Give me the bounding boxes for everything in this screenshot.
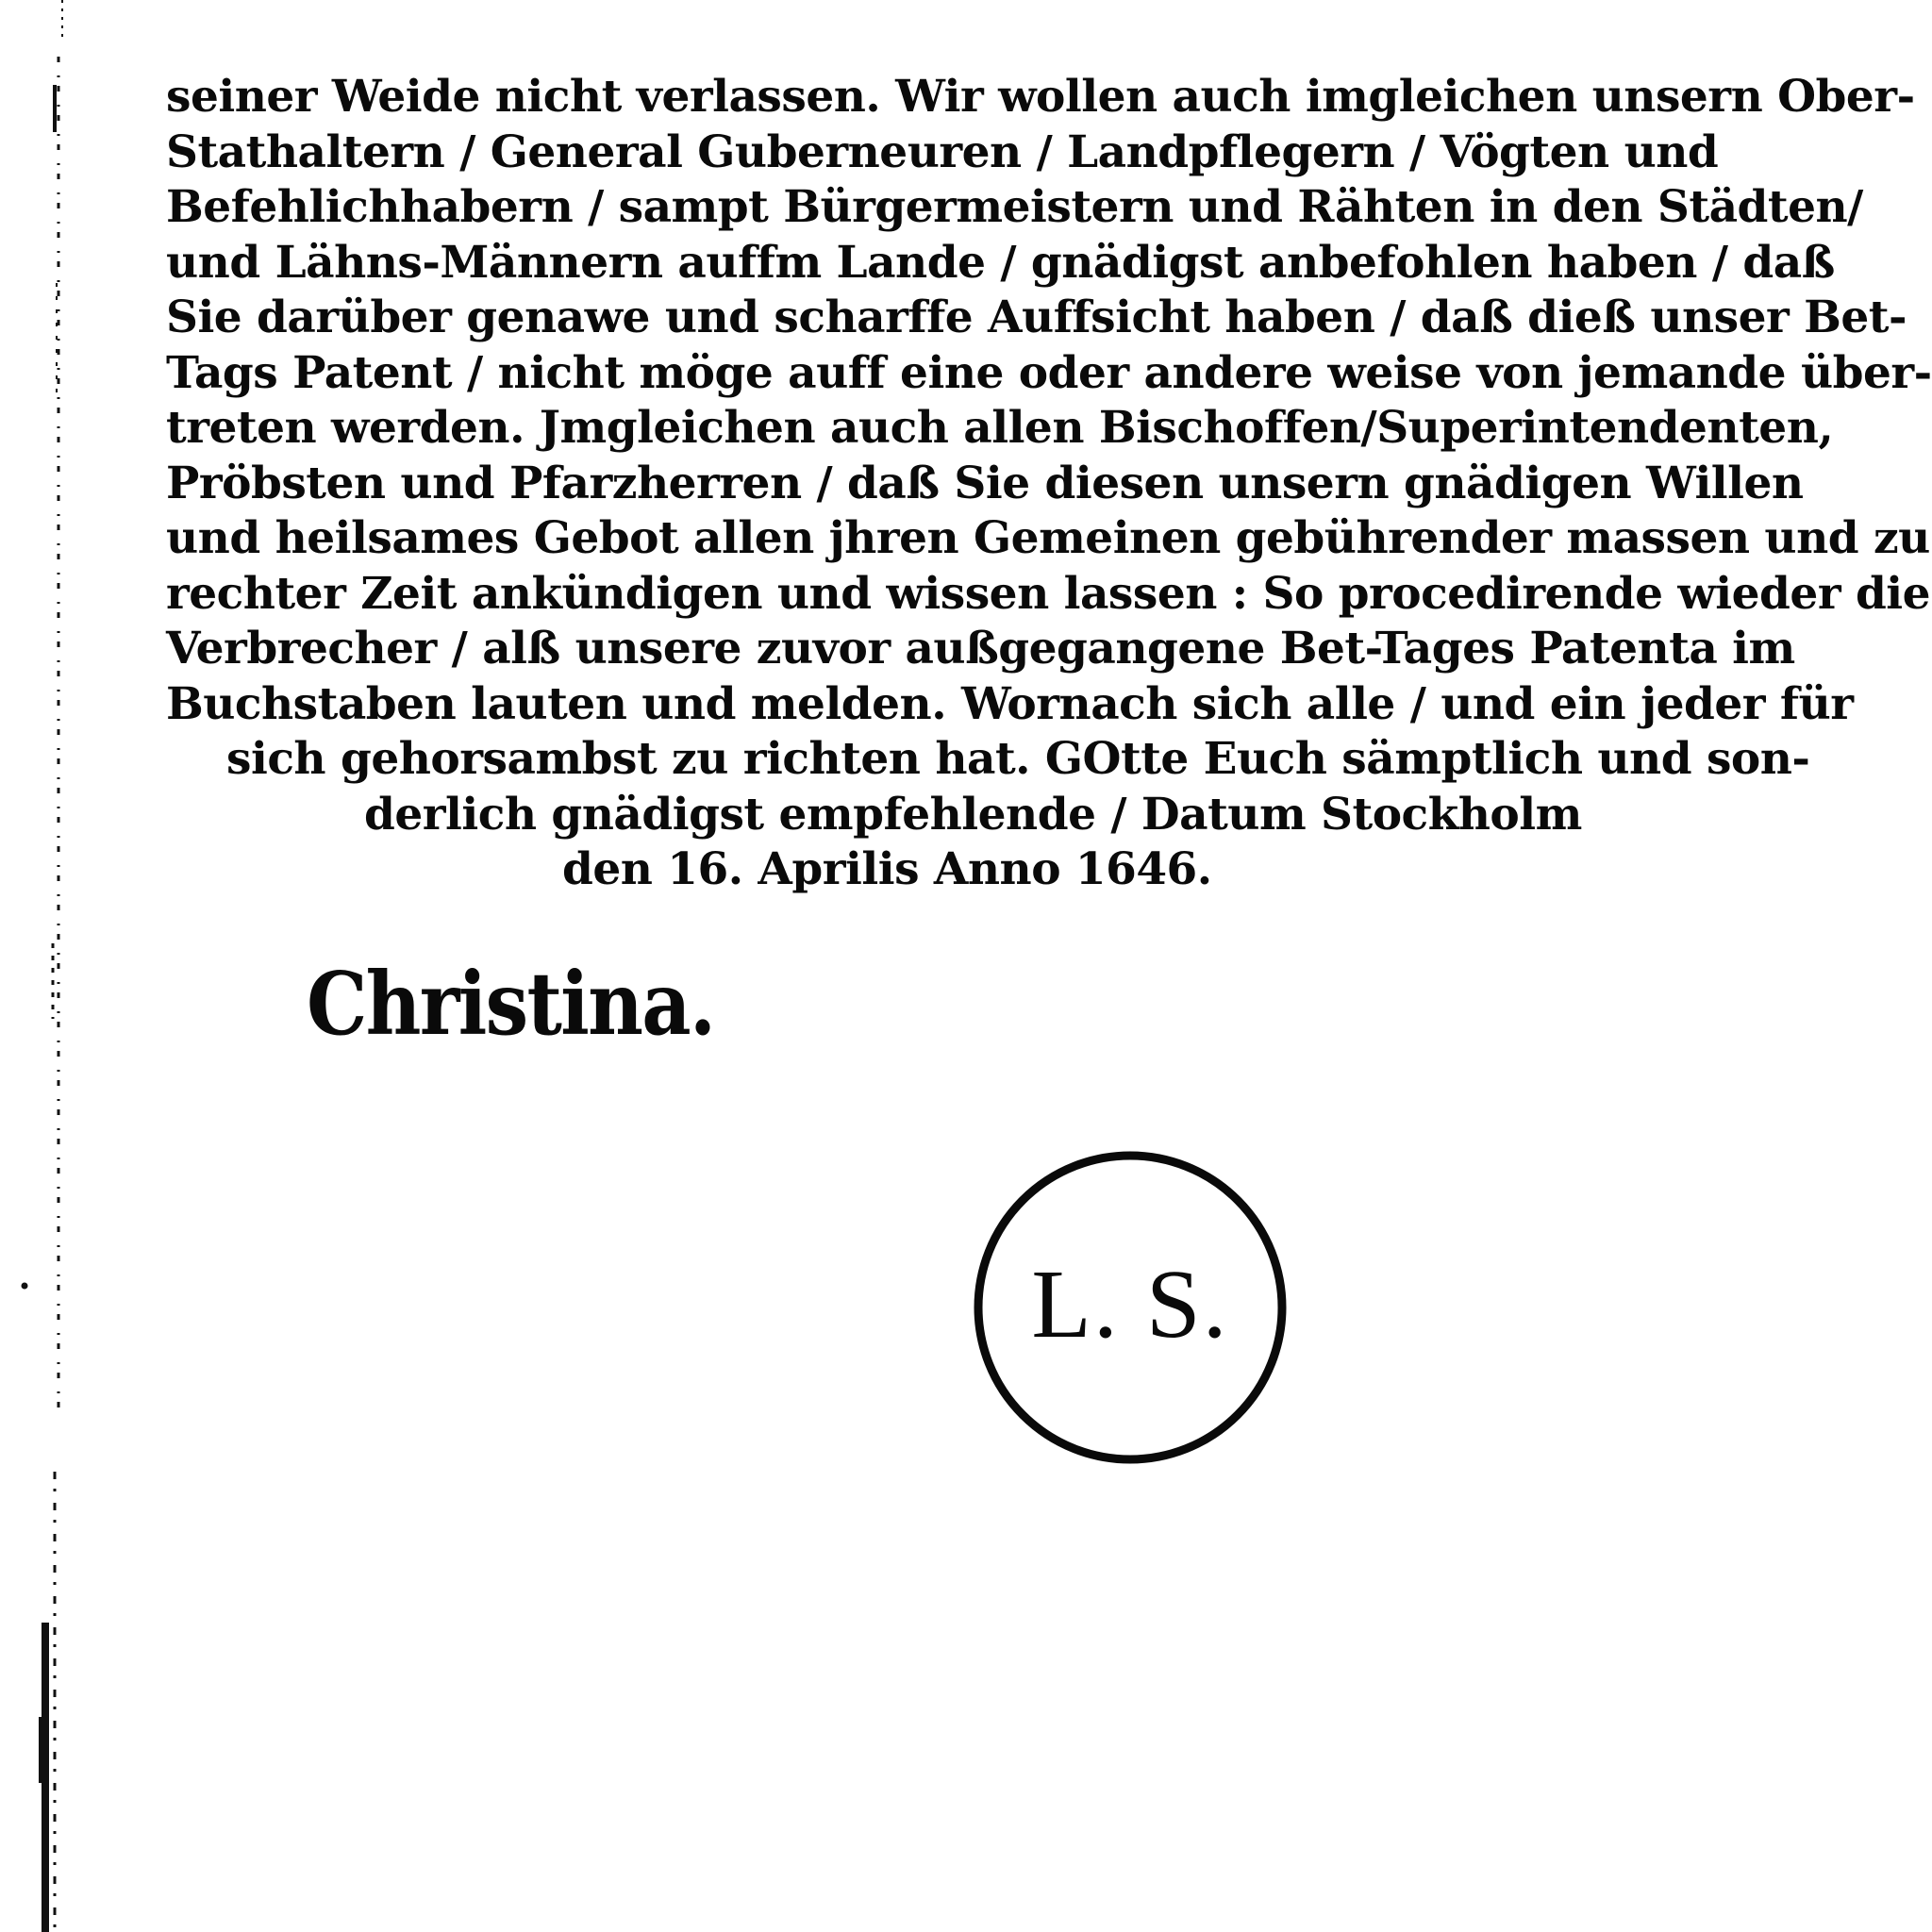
signature: Christina. [307,953,715,1055]
text-line: Befehlichhabern / sampt Bürgermeistern und Rähten in den Städten/ [166,181,1863,233]
text-line: Stathaltern / General Guberneuren / Landpflegern / Vögten und [166,125,1719,178]
date-line: den 16. Aprilis Anno 1646. [562,843,1212,895]
text-line: und heilsames Gebot allen jhren Gemeinen gebührender massen und zu [166,512,1930,564]
seal-stamp [972,1149,1289,1466]
text-line: Tags Patent / nicht möge auff eine oder andere weise von jemande über- [166,346,1932,399]
text-line: Pröbsten und Pfarzherren / daß Sie diesen unsern gnädigen Willen [166,457,1804,509]
seal-label: L. S. [1031,1249,1229,1358]
text-line: Verbrecher / alß unsere zuvor außgegangene Bet-Tages Patenta im [166,623,1795,675]
text-line: seiner Weide nicht verlassen. Wir wollen auch imgleichen unsern Ober- [166,71,1915,123]
text-line: sich gehorsambst zu richten hat. GOtte Euch sämptlich und son- [226,733,1810,785]
text-line: Sie darüber genawe und scharffe Auffsicht haben / daß dieß unser Bet- [166,291,1907,343]
text-line: rechter Zeit ankündigen und wissen lassen : So procedirende wieder die [166,567,1931,620]
text-line: und Lähns-Männern auffm Lande / gnädigst anbefohlen haben / daß [166,236,1835,289]
binding-edge [0,0,85,1932]
proclamation-text [166,70,1932,898]
text-line: treten werden. Jmgleichen auch allen Bischoffen/Superintendenten, [166,402,1834,454]
text-line: derlich gnädigst empfehlende / Datum Stockholm [364,788,1582,841]
text-line: Buchstaben lauten und melden. Wornach sich alle / und ein jeder für [166,677,1854,730]
